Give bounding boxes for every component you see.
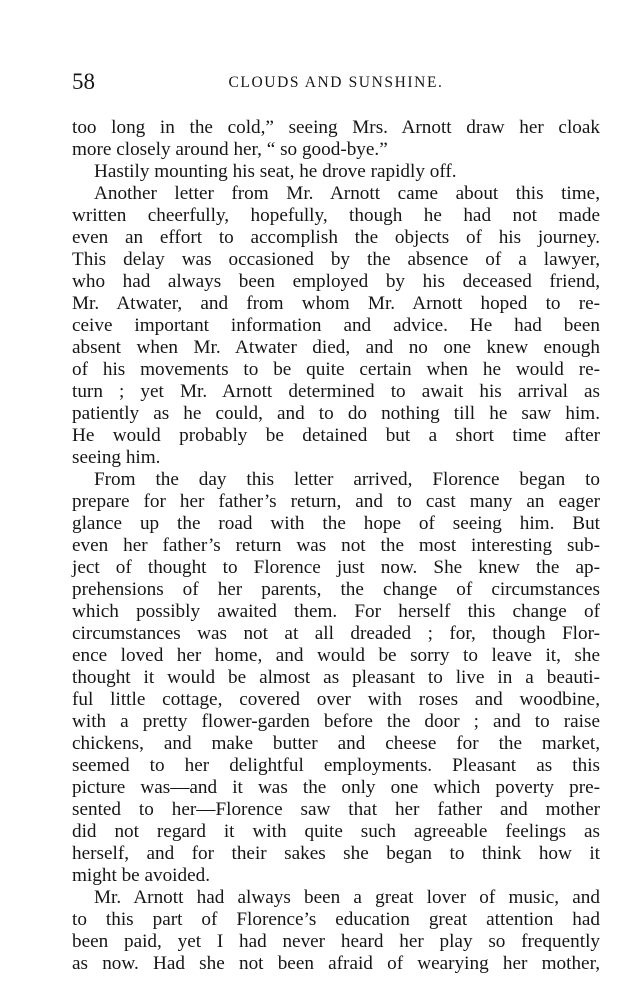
running-title: CLOUDS AND SUNSHINE. xyxy=(228,74,444,91)
text-line-31: picture was—and it was the only one which poverty pre- xyxy=(72,777,600,798)
text-line-29: chickens, and make butter and cheese for the market, xyxy=(72,733,600,754)
text-line-9: Mr. Atwater, and from whom Mr. Arnott hoped to re- xyxy=(72,293,600,314)
text-line-23: which possibly awaited them. For herself this change of xyxy=(72,601,600,622)
text-line-22: prehensions of her parents, the change of circumstances xyxy=(72,579,600,600)
text-line-19: glance up the road with the hope of seeing him. But xyxy=(72,513,600,534)
text-line-36: Mr. Arnott had always been a great lover of music, and xyxy=(94,887,600,908)
text-line-30: seemed to her delightful employments. Pleasant as this xyxy=(72,755,600,776)
text-line-16: seeing him. xyxy=(72,447,161,468)
text-line-17: From the day this letter arrived, Florence began to xyxy=(94,469,600,490)
text-line-4: Another letter from Mr. Arnott came about this time, xyxy=(94,183,600,204)
text-line-27: ful little cottage, covered over with roses and woodbine, xyxy=(72,689,600,710)
text-line-39: as now. Had she not been afraid of wearying her mother, xyxy=(72,953,600,974)
text-line-1: too long in the cold,” seeing Mrs. Arnott draw her cloak xyxy=(72,117,600,138)
text-line-24: circumstances was not at all dreaded ; for, though Flor- xyxy=(72,623,600,644)
text-line-21: ject of thought to Florence just now. She knew the ap- xyxy=(72,557,600,578)
text-line-8: who had always been employed by his deceased friend, xyxy=(72,271,600,292)
text-line-26: thought it would be almost as pleasant to live in a beauti- xyxy=(72,667,600,688)
text-line-5: written cheerfully, hopefully, though he had not made xyxy=(72,205,600,226)
text-line-15: He would probably be detained but a short time after xyxy=(72,425,600,446)
text-line-12: of his movements to be quite certain when he would re- xyxy=(72,359,600,380)
text-line-32: sented to her—Florence saw that her father and mother xyxy=(72,799,600,820)
text-line-13: turn ; yet Mr. Arnott determined to await his arrival as xyxy=(72,381,600,402)
text-line-14: patiently as he could, and to do nothing till he saw him. xyxy=(72,403,600,424)
page-header xyxy=(72,68,600,96)
text-line-18: prepare for her father’s return, and to cast many an eager xyxy=(72,491,600,512)
text-line-38: been paid, yet I had never heard her play so frequently xyxy=(72,931,600,952)
text-line-10: ceive important information and advice. He had been xyxy=(72,315,600,336)
text-line-11: absent when Mr. Atwater died, and no one knew enough xyxy=(72,337,600,358)
text-line-20: even her father’s return was not the most interesting sub- xyxy=(72,535,600,556)
text-line-6: even an effort to accomplish the objects of his journey. xyxy=(72,227,600,248)
text-line-3: Hastily mounting his seat, he drove rapidly off. xyxy=(94,161,457,182)
text-line-37: to this part of Florence’s education great attention had xyxy=(72,909,600,930)
body-text xyxy=(72,117,600,975)
text-line-7: This delay was occasioned by the absence of a lawyer, xyxy=(72,249,600,270)
text-line-33: did not regard it with quite such agreeable feelings as xyxy=(72,821,600,842)
text-line-35: might be avoided. xyxy=(72,865,211,886)
text-line-28: with a pretty flower-garden before the door ; and to raise xyxy=(72,711,600,732)
page-number: 58 xyxy=(72,69,95,94)
text-line-2: more closely around her, “ so good-bye.” xyxy=(72,139,388,160)
text-line-25: ence loved her home, and would be sorry to leave it, she xyxy=(72,645,600,666)
text-line-34: herself, and for their sakes she began to think how it xyxy=(72,843,600,864)
